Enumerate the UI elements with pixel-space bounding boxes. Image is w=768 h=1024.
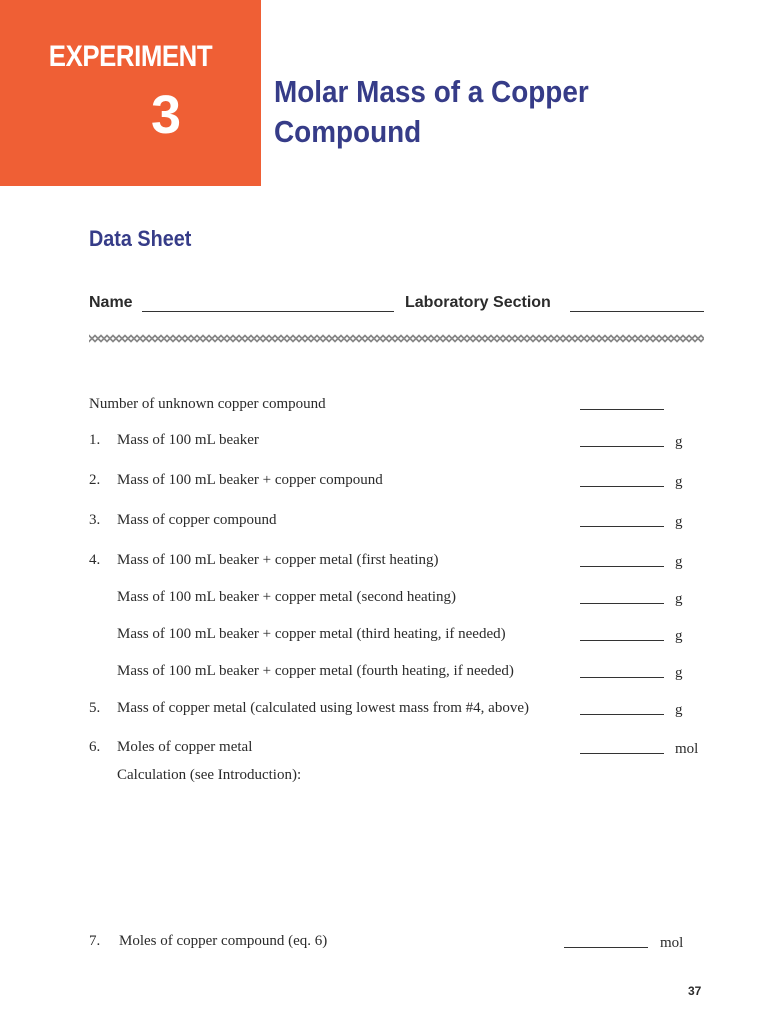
answer-field[interactable]	[580, 526, 664, 527]
title-line-1: Molar Mass of a Copper	[274, 74, 589, 109]
unit-label: g	[675, 514, 683, 530]
item-number: 6.	[89, 739, 101, 755]
calculation-label: Calculation (see Introduction):	[117, 767, 302, 783]
answer-field[interactable]	[580, 753, 664, 754]
experiment-label: EXPERIMENT	[48, 40, 213, 73]
item-label: Mass of 100 mL beaker	[117, 432, 259, 448]
item-number: 1.	[89, 432, 101, 448]
item-label: Mass of 100 mL beaker + copper metal (first heating)	[117, 552, 439, 568]
item-number: 7.	[89, 933, 101, 949]
item-7-row	[0, 933, 768, 955]
answer-field[interactable]	[580, 486, 664, 487]
item-label: Moles of copper metal	[117, 739, 253, 755]
answer-field[interactable]	[580, 603, 664, 604]
title-line-2: Compound	[274, 114, 422, 149]
unit-label: g	[675, 702, 683, 718]
name-field[interactable]	[142, 311, 394, 312]
item-6-row	[0, 739, 768, 761]
unknown-number-row	[0, 396, 768, 418]
item-4-second-row	[0, 589, 768, 611]
item-number: 2.	[89, 472, 101, 488]
page-number: 37	[688, 984, 702, 998]
item-3-row	[0, 512, 768, 534]
name-section-row	[0, 294, 768, 318]
unit-label: g	[675, 474, 683, 490]
answer-field[interactable]	[580, 640, 664, 641]
item-label: Mass of 100 mL beaker + copper metal (fourth heating, if needed)	[117, 663, 514, 679]
experiment-number: 3	[150, 85, 182, 145]
item-label: Mass of copper compound	[117, 512, 277, 528]
item-1-row	[0, 432, 768, 454]
laboratory-section-label: Laboratory Section	[405, 294, 551, 311]
item-number: 4.	[89, 552, 101, 568]
section-title: Data Sheet	[89, 226, 192, 251]
page-title	[274, 72, 688, 152]
unit-label: g	[675, 434, 683, 450]
item-label: Mass of 100 mL beaker + copper compound	[117, 472, 383, 488]
unit-label: g	[675, 591, 683, 607]
unit-label: g	[675, 665, 683, 681]
item-number: 5.	[89, 700, 101, 716]
answer-field[interactable]	[580, 446, 664, 447]
decorative-divider	[89, 333, 704, 343]
answer-field[interactable]	[580, 714, 664, 715]
unknown-number-label: Number of unknown copper compound	[89, 396, 326, 412]
unit-label: mol	[660, 935, 684, 951]
unknown-number-field[interactable]	[580, 409, 664, 410]
unit-label: g	[675, 628, 683, 644]
answer-field[interactable]	[564, 947, 648, 948]
answer-field[interactable]	[580, 677, 664, 678]
answer-field[interactable]	[580, 566, 664, 567]
item-label: Mass of 100 mL beaker + copper metal (second heating)	[117, 589, 457, 605]
item-label: Mass of 100 mL beaker + copper metal (third heating, if needed)	[117, 626, 506, 642]
item-4-first-row	[0, 552, 768, 574]
item-label: Mass of copper metal (calculated using lowest mass from #4, above)	[117, 700, 529, 716]
unit-label: g	[675, 554, 683, 570]
item-4-fourth-row	[0, 663, 768, 685]
item-2-row	[0, 472, 768, 494]
item-4-third-row	[0, 626, 768, 648]
unit-label: mol	[675, 741, 699, 757]
laboratory-section-field[interactable]	[570, 311, 704, 312]
experiment-banner	[0, 0, 261, 186]
item-label: Moles of copper compound (eq. 6)	[119, 933, 328, 949]
item-5-row	[0, 700, 768, 722]
item-number: 3.	[89, 512, 101, 528]
name-label: Name	[89, 294, 133, 311]
